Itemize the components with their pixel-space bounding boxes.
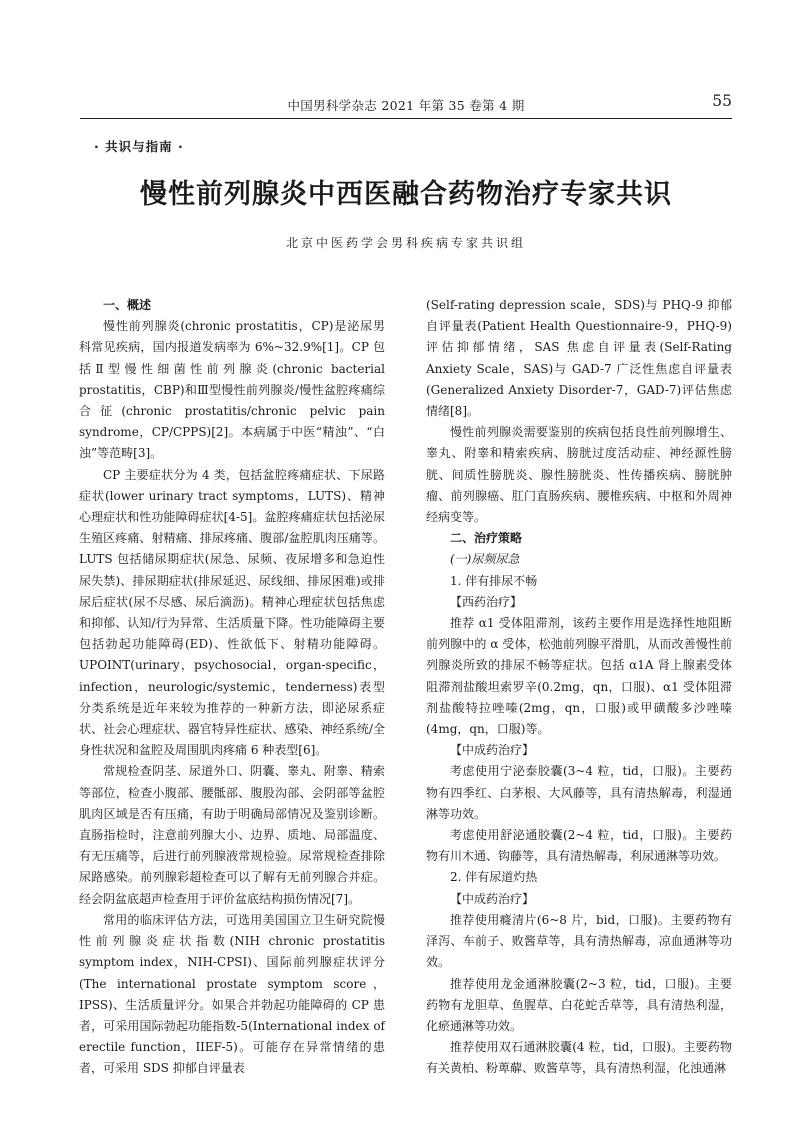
right-column <box>426 295 732 1080</box>
running-header <box>80 92 732 119</box>
paragraph-shuangshi: 推荐使用双石通淋胶囊(4 粒，tid，口服)。主要药物有关黄柏、粉萆薢、败酱草等，具有清热利湿，化浊通淋 <box>426 1040 732 1076</box>
bracket-heading-western: 【西药治疗】 <box>450 594 523 609</box>
paragraph-definition: 慢性前列腺炎(chronic prostatitis，CP)是泌尿男科常见疾病，国内报道发病率为 6%~32.9%[1]。CP 包括Ⅱ型慢性细菌性前列腺炎(chronic bacterial prostatitis，CBP)和Ⅲ型慢性前列腺炎/慢性盆腔疼痛综合征(chronic prostatitis/chronic pelvic pain syndrome，CP/CPPS)[2]。本病属于中医“精浊”、“白浊”等范畴[3]。 <box>79 319 385 461</box>
paragraph-symptoms: CP 主要症状分为 4 类，包括盆腔疼痛症状、下尿路症状(lower urinary tract symptoms，LUTS)、精神心理症状和性功能障碍症状[4-5]。盆腔疼痛症状包括泌尿生殖区疼痛、射精痛、排尿疼痛、腹部/盆腔肌肉压痛等。LUTS 包括储尿期症状(尿急、尿频、夜尿增多和急迫性尿失禁)、排尿期症状(排尿延迟、尿线细、排尿困难)或排尿后症状(尿不尽感、尿后滴沥)。精神心理症状包括焦虑和抑郁、认知/行为异常、生活质量下降。性功能障碍主要包括勃起功能障碍(ED)、性欲低下、射精功能障碍。UPOINT(urinary，psychosocial，organ-specific，infection，neurologic/systemic，tenderness)表型分类系统是近年来较为推荐的一种新方法，即泌尿系症状、社会心理症状、器官特异性症状、感染、神经系统/全身性状况和盆腔及周围肌肉疼痛 6 种表型[6]。 <box>79 467 385 758</box>
paragraph-assessment-continued: (Self-rating depression scale，SDS)与 PHQ-9 抑郁自评量表(Patient Health Questionnaire-9，PHQ-9)评估抑郁情绪，SAS 焦虑自评量表(Self-Rating Anxiety Scale，SAS)与 GAD-7 广泛性焦虑自评量表(Generalized Anxiety Disorder-7，GAD-7)评估焦虑情绪[8]。 <box>426 298 732 419</box>
article-title: 慢性前列腺炎中西医融合药物治疗专家共识 <box>140 179 672 210</box>
item-heading-2: 2. 伴有尿道灼热 <box>450 870 538 885</box>
item-heading: 1. 伴有排尿不畅 <box>450 573 538 588</box>
paragraph-examination: 常规检查阴茎、尿道外口、阴囊、睾丸、附睾、精索等部位，检查小腹部、腰骶部、腹股沟部、会阴部等盆腔肌肉区域是否有压痛，有助于明确局部情况及鉴别诊断。直肠指检时，注意前列腺大小、边界、质地、局部温度、有无压痛等，后进行前列腺液常规检验。尿常规检查排除尿路感染。前列腺彩超检查可以了解有无前列腺合并症。经会阴盆底超声检查用于评价盆底结构损伤情况[7]。 <box>79 764 385 906</box>
paragraph-longjin: 推荐使用龙金通淋胶囊(2~3 粒，tid，口服)。主要药物有龙胆草、鱼腥草、白花蛇舌草等，具有清热利湿，化瘀通淋等功效。 <box>426 976 732 1033</box>
section-heading-treatment: 二、治疗策略 <box>450 531 523 546</box>
paragraph-longqing: 推荐使用癃清片(6~8 片，bid，口服)。主要药物有泽泻、车前子、败酱草等，具有清热解毒，凉血通淋等功效。 <box>426 912 732 970</box>
paragraph-differential: 慢性前列腺炎需要鉴别的疾病包括良性前列腺增生、睾丸、附睾和精索疾病、膀胱过度活动症、神经源性膀胱、间质性膀胱炎、腺性膀胱炎、性传播疾病、膀胱肿瘤、前列腺癌、肛门直肠疾病、腰椎疾病、中枢和外周神经病变等。 <box>426 425 732 525</box>
column-label: · 共识与指南 · <box>94 139 184 154</box>
page-number: 55 <box>712 92 732 110</box>
paragraph-shumitong: 考虑使用舒泌通胶囊(2~4 粒，tid，口服)。主要药物有川木通、钩藤等，具有清热解毒，利尿通淋等功效。 <box>426 828 732 864</box>
left-column <box>79 295 385 1080</box>
author-group: 北京中医药学会男科疾病专家共识组 <box>285 236 526 250</box>
subsection-heading: (一)尿频尿急 <box>450 552 520 567</box>
paragraph-alpha-blocker: 推荐 α1 受体阻滞剂，该药主要作用是选择性地阻断前列腺中的 α 受体，松弛前列腺平滑肌，从而改善慢性前列腺炎所致的排尿不畅等症状。包括 α1A 肾上腺素受体阻滞剂盐酸坦索罗辛(0.2mg，qn，口服)、α1 受体阻滞剂盐酸特拉唑嗪(2mg，qn，口服)或甲磺酸多沙唑嗪(4mg，qn，口服)等。 <box>426 616 732 737</box>
bracket-heading-tcm: 【中成药治疗】 <box>450 743 535 758</box>
paragraph-ningmitai: 考虑使用宁泌泰胶囊(3~4 粒，tid，口服)。主要药物有四季红、白茅根、大风藤等，具有清热解毒，利湿通淋等功效。 <box>426 764 732 821</box>
bracket-heading-tcm-2: 【中成药治疗】 <box>450 891 535 906</box>
section-heading-overview: 一、概述 <box>103 298 152 312</box>
paragraph-assessment: 常用的临床评估方法，可选用美国国立卫生研究院慢性前列腺炎症状指数(NIH chronic prostatitis symptom index，NIH-CPSI)、国际前列腺症状评分(The international prostate symptom score，IPSS)、生活质量评分。如果合并勃起功能障碍的 CP 患者，可采用国际勃起功能指数-5(International index of erectile function，IIEF-5)。可能存在异常情绪的患者，可采用 SDS 抑郁自评量表 <box>79 912 385 1076</box>
journal-citation: 中国男科学杂志 2021 年第 35 卷第 4 期 <box>287 98 525 113</box>
